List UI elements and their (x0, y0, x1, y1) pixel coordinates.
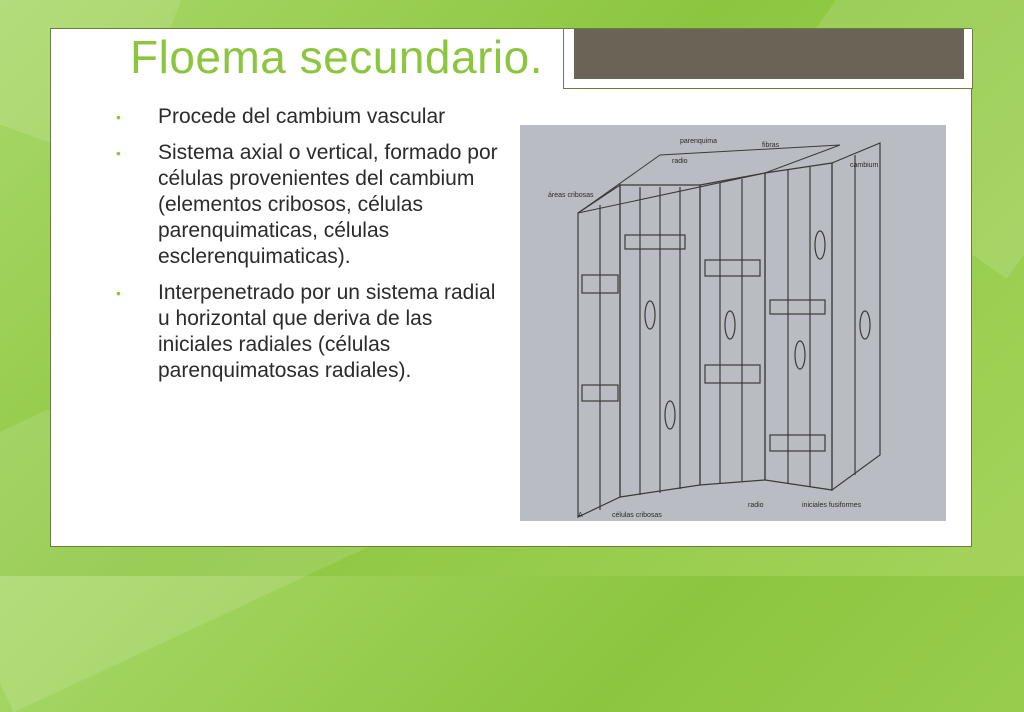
label-celulas-cribosas: células cribosas (612, 512, 662, 519)
label-parenquima: parenquima (680, 138, 717, 145)
phloem-diagram-image (520, 125, 946, 521)
bullet-item (112, 140, 512, 270)
sieve-cell (645, 301, 655, 329)
label-cambium: cambium (850, 162, 879, 169)
bullet-text: Sistema axial o vertical, formado por células provenientes del cambium (elementos cribosos, células parenquimaticas, células esclerenquimaticas). (158, 141, 498, 268)
ray-cells (770, 435, 825, 451)
block-side (832, 143, 880, 490)
label-areas-cribosas: áreas cribosas (548, 192, 594, 199)
slide-title: Floema secundario. (130, 31, 543, 83)
block-face (578, 185, 620, 517)
sieve-cell (725, 311, 735, 339)
bullet-list (112, 104, 512, 394)
label-letter: A (578, 512, 583, 519)
sieve-cell (795, 341, 805, 369)
bullet-text: Procede del cambium vascular (158, 105, 446, 128)
ray-cells (625, 235, 685, 249)
bullet-item (112, 280, 512, 384)
bullet-dot-icon: • (116, 285, 121, 301)
label-iniciales-fusiformes: iniciales fusiformes (802, 502, 862, 509)
label-radio-top: radio (672, 158, 688, 165)
sieve-cell (860, 311, 870, 339)
bullet-text: Interpenetrado por un sistema radial u horizontal que deriva de las iniciales radiales (células parenquimatosas radiales). (158, 281, 496, 382)
ray-cells (770, 300, 825, 314)
sieve-cell (815, 231, 825, 259)
bullet-item (112, 104, 512, 130)
ray-cells (705, 260, 760, 276)
ray-cells (705, 365, 760, 383)
phloem-diagram-svg (520, 125, 946, 521)
bullet-dot-icon: • (116, 145, 121, 161)
title-tab-fill (574, 29, 964, 79)
label-fibras: fibras (762, 142, 780, 149)
label-radio-bottom: radio (748, 502, 764, 509)
bullet-dot-icon: • (116, 109, 121, 125)
sieve-cell (665, 401, 675, 429)
title-tab (563, 29, 973, 89)
block-top (578, 145, 840, 213)
block-face (700, 173, 765, 485)
block-face (765, 163, 832, 490)
